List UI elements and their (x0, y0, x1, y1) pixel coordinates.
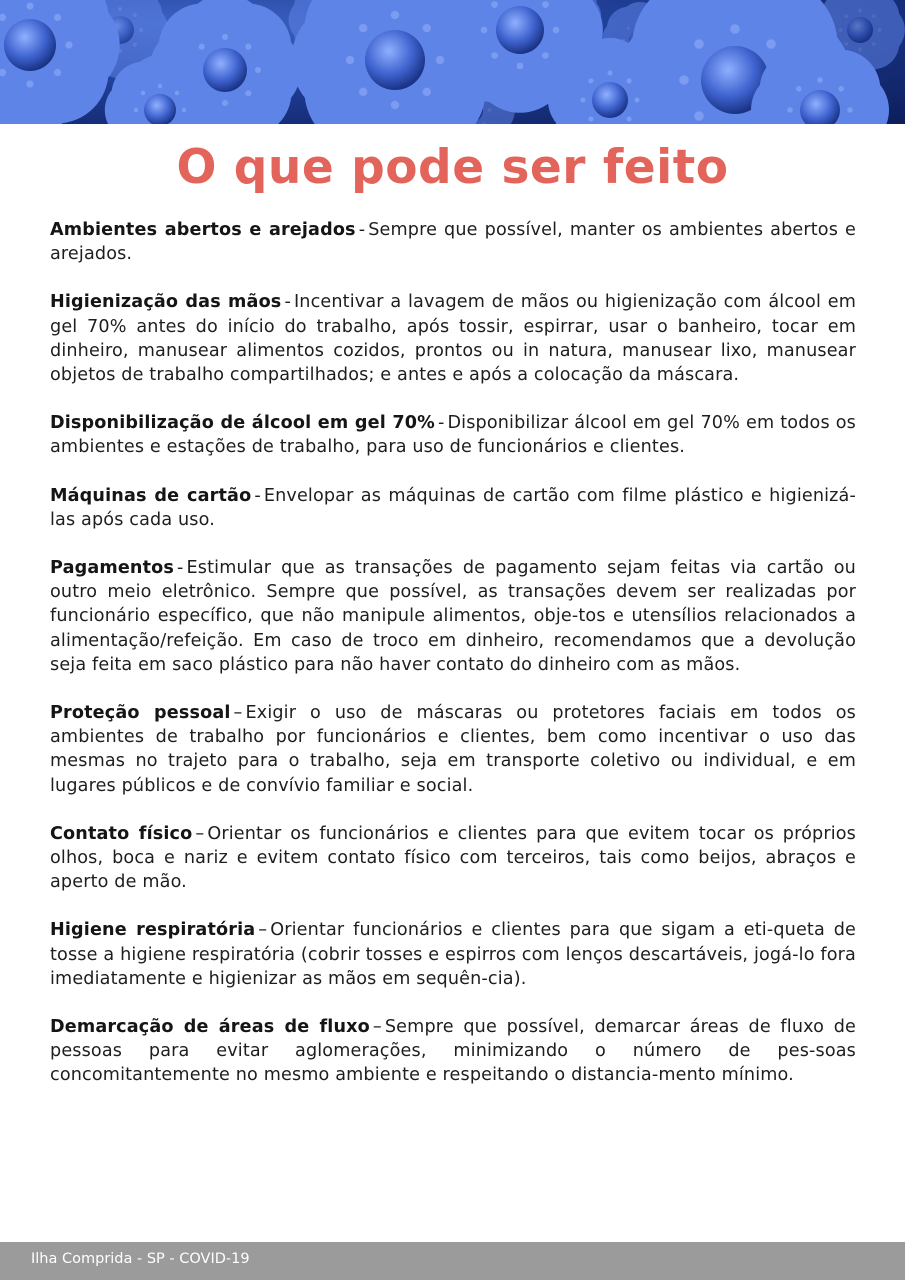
guideline-heading: Higienização das mãos (50, 292, 282, 313)
guideline-separator: - (177, 558, 184, 579)
footer-bar (0, 1242, 905, 1280)
guideline-text: Orientar os funcionários e clientes para que evitem tocar os próprios olhos, boca e nariz e evitem contato físico com terceiros, tais como beijos, abraços e aperto de mão. (50, 823, 856, 893)
guideline-heading: Ambientes abertos e arejados (50, 220, 356, 240)
guideline-contato (50, 822, 856, 895)
virus-illustration (0, 0, 905, 124)
guideline-text: Incentivar a lavagem de mãos ou higienização com álcool em gel 70% antes do início do trabalho, após tossir, espirrar, usar o banheiro, tocar em dinheiro, manusear alimentos cozidos, prontos ou in natura, manusear lixo, manusear objetos de trabalho compartilhados; e antes e após a colocação da máscara. (50, 292, 856, 386)
guideline-heading: Pagamentos (50, 558, 175, 579)
guideline-heading: Higiene respiratória (50, 920, 256, 941)
guideline-alcool (50, 411, 856, 459)
guideline-separator: – (195, 823, 205, 844)
guideline-text: Orientar funcionários e clientes para que sigam a eti-queta de tosse a higiene respiratória (cobrir tosses e espirros com lenços descartáveis, jogá-lo fora imediatamente e higienizar as mãos em sequên-cia). (50, 920, 856, 989)
guideline-pagamentos (50, 556, 856, 677)
page-title: O que pode ser feito (176, 140, 729, 195)
guideline-heading: Disponibilização de álcool em gel 70% (50, 413, 435, 434)
guideline-separator: - (358, 220, 366, 240)
guideline-separator: - (284, 292, 291, 313)
footer-text: Ilha Comprida - SP - COVID-19 (31, 1251, 250, 1267)
guideline-higienizacao (50, 290, 856, 387)
guideline-text: Exigir o uso de máscaras ou protetores faciais em todos os ambientes de trabalho por funcionários e clientes, bem como incentivar o uso das mesmas no trajeto para o trabalho, seja em transporte coletivo ou individual, e em lugares públicos e de convívio familiar e social. (50, 703, 856, 796)
guideline-heading: Proteção pessoal (50, 703, 231, 724)
guideline-separator: – (258, 920, 268, 941)
guideline-heading: Contato físico (50, 823, 193, 844)
guideline-text: Disponibilizar álcool em gel 70% em todos os ambientes e estações de trabalho, para uso de funcionários e clientes. (50, 413, 856, 458)
guideline-heading: Demarcação de áreas de fluxo (50, 1017, 370, 1038)
virus-banner-image (0, 0, 905, 124)
guideline-ambientes (50, 218, 856, 266)
guideline-text: Sempre que possível, demarcar áreas de fluxo de pessoas para evitar aglomerações, minimizando o número de pes-soas concomitantemente no mesmo ambiente e respeitando o distancia-mento mínimo. (50, 1017, 856, 1086)
guideline-text: Sempre que possível, manter os ambientes abertos e arejados. (50, 220, 857, 265)
guideline-separator: – (372, 1017, 382, 1038)
guideline-maquinas (50, 484, 856, 532)
guideline-separator: - (254, 485, 261, 506)
guideline-separator: – (233, 703, 243, 724)
guideline-protecao (50, 701, 856, 798)
guideline-separator: - (437, 413, 445, 434)
guidelines-list (50, 218, 856, 1112)
guideline-demarcacao (50, 1015, 856, 1088)
guideline-higiene-respiratoria (50, 918, 856, 991)
guideline-heading: Máquinas de cartão (50, 485, 252, 506)
guideline-text: Envelopar as máquinas de cartão com filme plástico e higienizá-las após cada uso. (50, 485, 856, 530)
guideline-text: Estimular que as transações de pagamento sejam feitas via cartão ou outro meio eletrônico. Sempre que possível, as transações devem ser realizadas por funcionário específico, que não manipule alimentos, obje-tos e utensílios relacionados a alimentação/refeição. Em caso de troco em dinheiro, recomendamos que a devolução seja feita em saco plástico para não haver contato do dinheiro com as mãos. (50, 558, 856, 675)
